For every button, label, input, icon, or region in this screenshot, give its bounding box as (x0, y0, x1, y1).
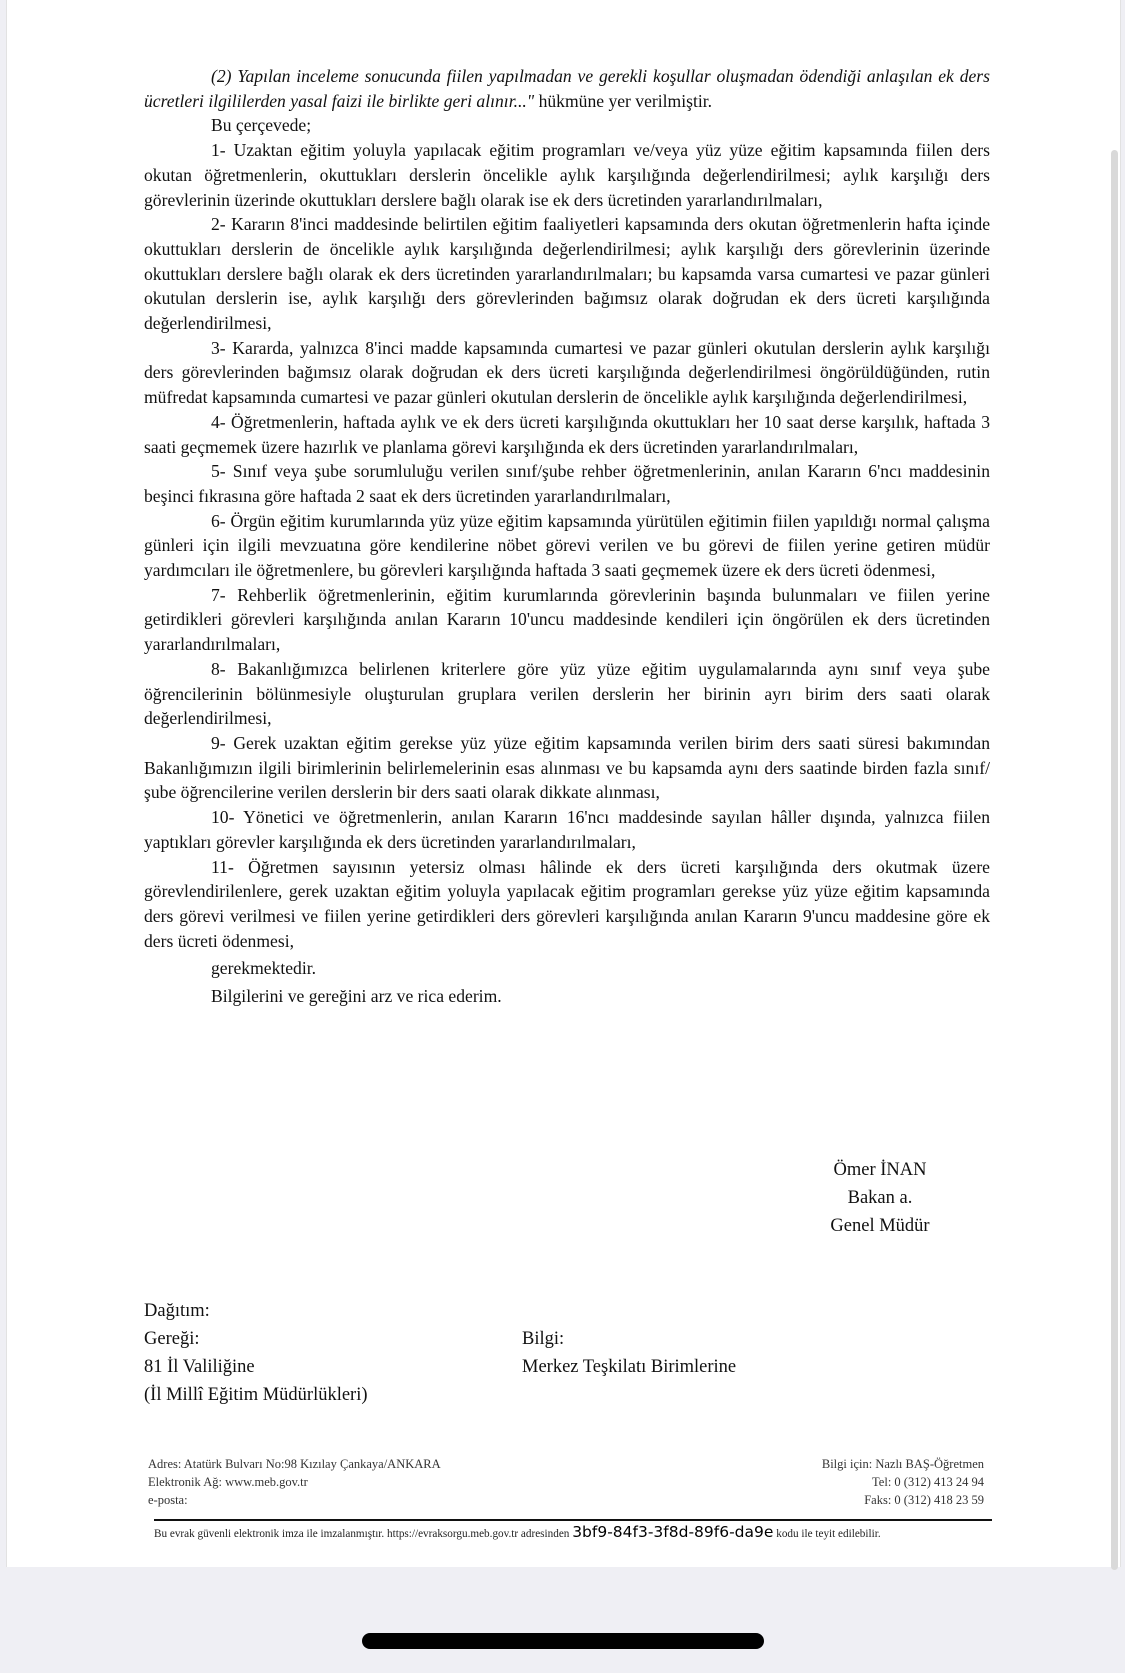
closing-line-2: Bilgilerini ve gereğini arz ve rica ederim. (211, 986, 502, 1007)
footer-contact-block (822, 1455, 984, 1509)
item-5: 5- Sınıf veya şube sorumluluğu verilen sınıf/şube rehber öğretmenlerinin, anılan Kararın 6'ncı maddesinin beşinci fıkrasına göre haftada 2 saat ek ders ücretinden yararlandırılmaları, (144, 461, 990, 506)
item-2: 2- Kararın 8'inci maddesinde belirtilen eğitim faaliyetleri kapsamında ders okutan öğretmenlerin hafta içinde okuttukları derslerin de öncelikle aylık karşılığında değerlendirilmesi; aylık karşılığı ders görevlerinin üzerinde okuttukları derslere bağlı olarak ek ders ücretinden yararlandırılmaları; bu kapsamda varsa cumartesi ve pazar günleri okutulan derslerin ise, aylık karşılığı ders görevlerinden bağımsız olarak doğrudan ek ders ücreti karşılığında değerlendirilmesi, (144, 214, 990, 334)
footer-email: e-posta: (148, 1493, 188, 1507)
gereği-label: Gereği: (144, 1329, 200, 1349)
signatory-title: Genel Müdür (830, 1216, 930, 1236)
signature-block (770, 1156, 990, 1240)
closing-line-1: gerekmektedir. (211, 958, 317, 979)
bilgi-label: Bilgi: (522, 1329, 565, 1349)
item-1: 1- Uzaktan eğitim yoluyla yapılacak eğitim programları ve/veya yüz yüze eğitim kapsamında fiilen ders okutan öğretmenlerin, okuttukları derslerin öncelikle aylık karşılığında değerlendirilmesi; aylık karşılığı ders görevlerinin üzerinde okuttukları derslere bağlı olarak ise ek ders ücretinden yararlandırılmaları, (144, 140, 990, 210)
intro-plain-text: hükmüne yer verilmiştir. (534, 90, 713, 111)
intro-paragraph (144, 64, 990, 113)
footer-tel: Tel: 0 (312) 413 24 94 (872, 1475, 984, 1489)
gereği-recipient-2: (İl Millî Eğitim Müdürlükleri) (144, 1385, 368, 1405)
item-9: 9- Gerek uzaktan eğitim gerekse yüz yüze eğitim kapsamında verilen birim ders saati süresi bakımından Bakanlığımızın ilgili birimlerinin belirlemelerinin esas alınması ve bu kapsamda aynı ders saatinde birden fazla sınıf/şube öğrencilerine verilen derslerin bir ders saati olarak dikkate alınması, (144, 732, 990, 803)
signatory-proxy: Bakan a. (847, 1188, 913, 1208)
verification-suffix: kodu ile teyit edilebilir. (776, 1528, 881, 1540)
item-3: 3- Kararda, yalnızca 8'inci madde kapsamında cumartesi ve pazar günleri okutulan derslerin aylık karşılığı ders görevlerinden bağımsız olarak doğrudan ek ders ücreti karşılığında değerlendirilmesi öngörüldüğünden, rutin müfredat kapsamında cumartesi ve pazar günleri okutulan derslerin de öncelikle aylık karşılığında değerlendirilmesi, (144, 337, 990, 408)
letter-body (144, 64, 990, 1009)
footer-web: Elektronik Ağ: www.meb.gov.tr (148, 1475, 308, 1489)
scrollbar[interactable] (1111, 150, 1118, 1570)
item-11: 11- Öğretmen sayısının yetersiz olması hâlinde ek ders ücreti karşılığında ders okutmak üzere görevlendirilenlere, gerek uzaktan eğitim yoluyla yapılacak eğitim programları gerekse yüz yüze eğitim kapsamında ders görevi verilmesi ve fiilen yerine getirdikleri ders görevleri karşılığında anılan Kararın 9'uncu maddesine göre ek ders ücreti ödenmesi, (144, 856, 990, 951)
bilgi-block (522, 1325, 736, 1381)
footer-address-block (148, 1455, 441, 1509)
item-7: 7- Rehberlik öğretmenlerinin, eğitim kurumlarında görevlerinin başında bulunmaları ve fiilen yerine getirdikleri görevleri karşılığında anılan Kararın 10'uncu maddesinde kendileri için öngörülen ek ders ücretinden yararlandırılmaları, (144, 584, 990, 655)
item-6: 6- Örgün eğitim kurumlarında yüz yüze eğitim kapsamında yürütülen eğitimin fiilen yapıldığı normal çalışma günleri için ilgili mevzuatına göre kendilerine nöbet görevi verilen ve bu görevi de fiilen yerine getiren müdür yardımcıları ile öğretmenlere, bu görevleri karşılığında haftada 3 saati geçmemek üzere ek ders ücreti ödenmesi, (144, 510, 990, 581)
verification-line (154, 1523, 992, 1541)
frame-line: Bu çerçevede; (211, 115, 312, 136)
footer-fax: Faks: 0 (312) 418 23 59 (864, 1493, 984, 1507)
footer-address: Adres: Atatürk Bulvarı No:98 Kızılay Çankaya/ANKARA (148, 1457, 441, 1471)
distribution-heading: Dağıtım: (144, 1301, 210, 1321)
gereği-recipient-1: 81 İl Valiliğine (144, 1357, 255, 1377)
footer-info: Bilgi için: Nazlı BAŞ-Öğretmen (821, 1457, 984, 1471)
bilgi-recipient-1: Merkez Teşkilatı Birimlerine (522, 1357, 737, 1377)
verification-code: 3bf9-84f3-3f8d-89f6-da9e (572, 1523, 774, 1541)
item-4: 4- Öğretmenlerin, haftada aylık ve ek ders ücreti karşılığında okuttukları her 10 saat derse karşılık, haftada 3 saati geçmemek üzere hazırlık ve planlama görevi karşılığında ek ders ücretinden yararlandırılmaları, (144, 411, 990, 457)
footer-divider (154, 1519, 992, 1521)
home-indicator[interactable] (362, 1633, 764, 1649)
verification-text: Bu evrak güvenli elektronik imza ile imzalanmıştır. https://evraksorgu.meb.gov.tr adresinden (154, 1528, 570, 1540)
item-8: 8- Bakanlığımızca belirlenen kriterlere göre yüz yüze eğitim uygulamalarında aynı sınıf veya şube öğrencilerinin bölünmesiyle oluşturulan gruplara verilen derslerin her birinin ayrı birim ders saati olarak değerlendirilmesi, (144, 658, 990, 729)
item-10: 10- Yönetici ve öğretmenlerin, anılan Kararın 16'ncı maddesinde sayılan hâller dışında, yalnızca fiilen yaptıkları görevler karşılığında ek ders ücretinden yararlandırılmaları, (144, 807, 990, 852)
signatory-name: Ömer İNAN (833, 1160, 927, 1180)
distribution-block (144, 1297, 368, 1409)
intro-italic-text: (2) Yapılan inceleme sonucunda fiilen yapılmadan ve gerekli koşullar oluşmadan ödendiği anlaşılan ek ders ücretleri ilgililerden yasal faizi ile birlikte geri alınır..." (144, 66, 990, 111)
